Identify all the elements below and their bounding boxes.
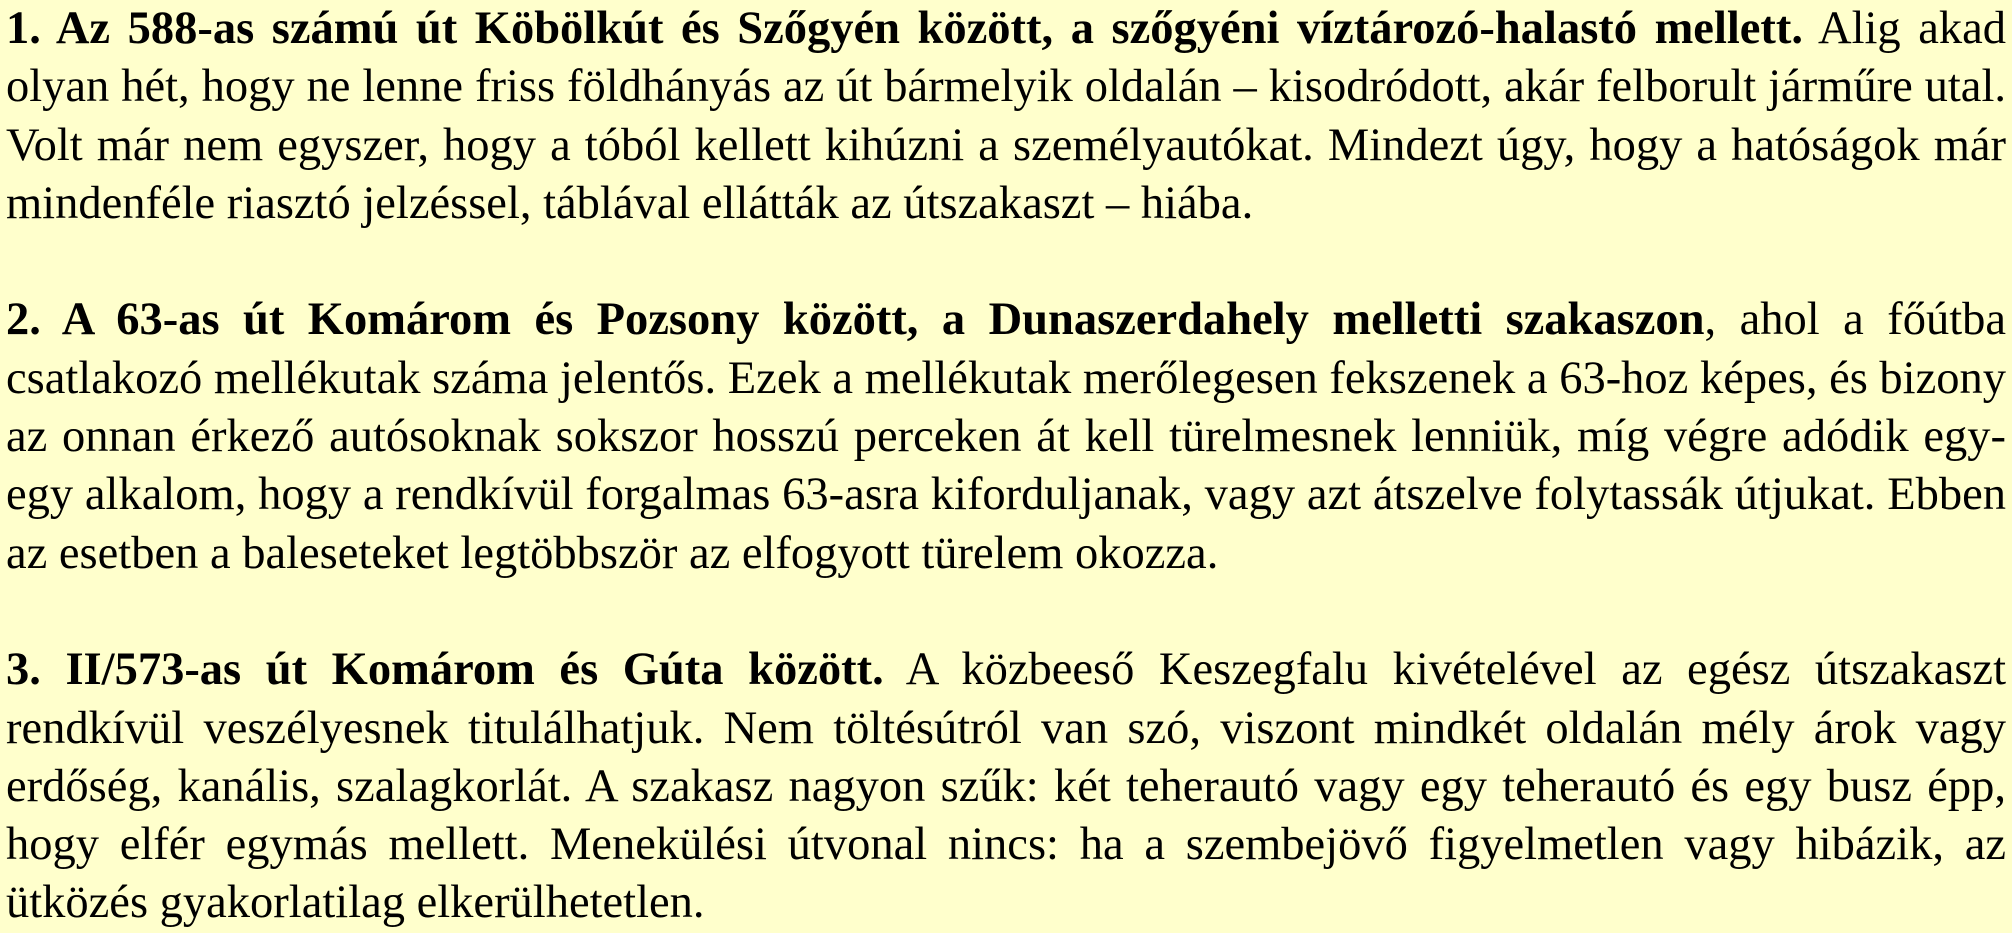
paragraph-road-588 [6, 0, 2006, 233]
paragraph-heading: 1. Az 588-as számú út Köbölkút és Szőgyén között, a szőgyéni víztározó-halastó mellett. [6, 3, 1804, 54]
paragraph-heading: 3. II/573-as út Komárom és Gúta között. [6, 644, 884, 696]
paragraph-heading: 2. A 63-as út Komárom és Pozsony között, a Dunaszerdahely melletti szakaszon [6, 294, 1705, 346]
paragraph-road-63 [6, 291, 2006, 582]
paragraph-body: A közbeeső Keszegfalu kivételével az egész útszakaszt rendkívül veszélyesnek titulálhatjuk. Nem töltésútról van szó, viszont mindkét oldalán mély árok vagy erdőség, kanális, szalagkorlát. A szakasz nagyon szűk: két teherautó vagy egy teherautó és egy busz épp, hogy elfér egymás mellett. Menekülési útvonal nincs: ha a szembejövő figyelmetlen vagy hibázik, az ütközés gyakorlatilag elkerülhetetlen. [6, 644, 2006, 929]
paragraph-body: Alig akad olyan hét, hogy ne lenne friss földhányás az út bármelyik oldalán – kisodródott, akár felborult járműre utal. Volt már nem egyszer, hogy a tóból kellett kihúzni a személyautókat. Mindezt úgy, hogy a hatóságok már mindenféle riasztó jelzéssel, táblával ellátták az útszakaszt – hiába. [6, 3, 2006, 229]
paragraph-road-573 [6, 641, 2006, 932]
paragraph-body: , ahol a főútba csatlakozó mellékutak száma jelentős. Ezek a mellékutak merőlegesen fekszenek a 63-hoz képes, és bizony az onnan érkező autósoknak sokszor hosszú perceken át kell türelmesnek lenniük, míg végre adódik egy-egy alkalom, hogy a rendkívül forgalmas 63-asra kiforduljanak, vagy azt átszelve folytassák útjukat. Ebben az esetben a baleseteket legtöbbször az elfogyott türelem okozza. [6, 294, 2007, 579]
